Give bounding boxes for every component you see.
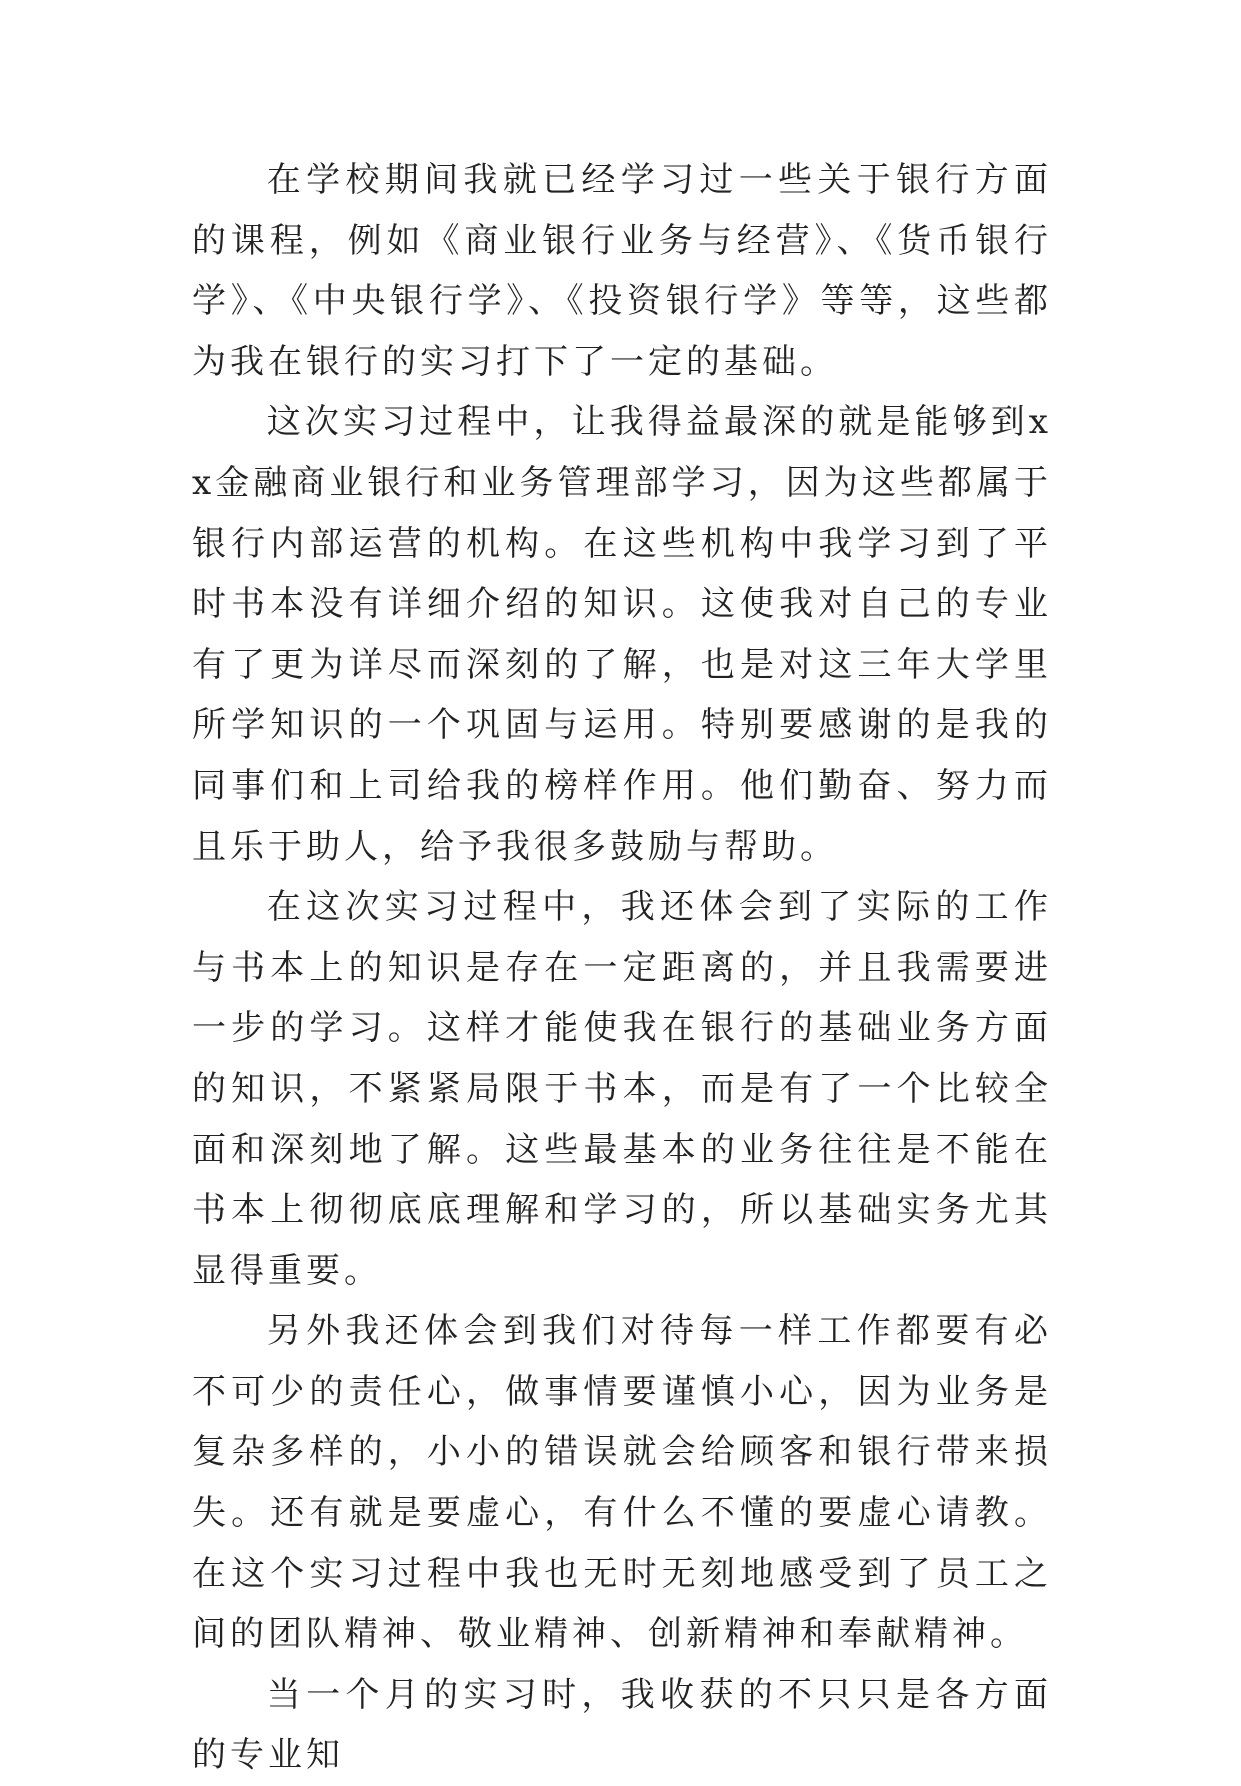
paragraph-1: 在学校期间我就已经学习过一些关于银行方面的课程，例如《商业银行业务与经营》、《货币银行学》、《中央银行学》、《投资银行学》等等，这些都为我在银行的实习打下了一定的基础。 bbox=[192, 160, 1052, 382]
paragraph-5: 当一个月的实习时，我收获的不只只是各方面的专业知 bbox=[192, 1674, 1052, 1776]
paragraph-2: 这次实习过程中，让我得益最深的就是能够到xx金融商业银行和业务管理部学习，因为这些都属于银行内部运营的机构。在这些机构中我学习到了平时书本没有详细介绍的知识。这使我对自己的专业有了更为详尽而深刻的了解，也是对这三年大学里所学知识的一个巩固与运用。特别要感谢的是我的同事们和上司给我的榜样作用。他们勤奋、努力而且乐于助人，给予我很多鼓励与帮助。 bbox=[192, 402, 1052, 867]
paragraph-3: 在这次实习过程中，我还体会到了实际的工作与书本上的知识是存在一定距离的，并且我需要进一步的学习。这样才能使我在银行的基础业务方面的知识，不紧紧局限于书本，而是有了一个比较全面和深刻地了解。这些最基本的业务往往是不能在书本上彻彻底底理解和学习的，所以基础实务尤其显得重要。 bbox=[192, 887, 1052, 1291]
document-body bbox=[192, 150, 1052, 1786]
paragraph-4: 另外我还体会到我们对待每一样工作都要有必不可少的责任心，做事情要谨慎小心，因为业务是复杂多样的，小小的错误就会给顾客和银行带来损失。还有就是要虚心，有什么不懂的要虚心请教。在这个实习过程中我也无时无刻地感受到了员工之间的团队精神、敬业精神、创新精神和奉献精神。 bbox=[192, 1311, 1052, 1655]
